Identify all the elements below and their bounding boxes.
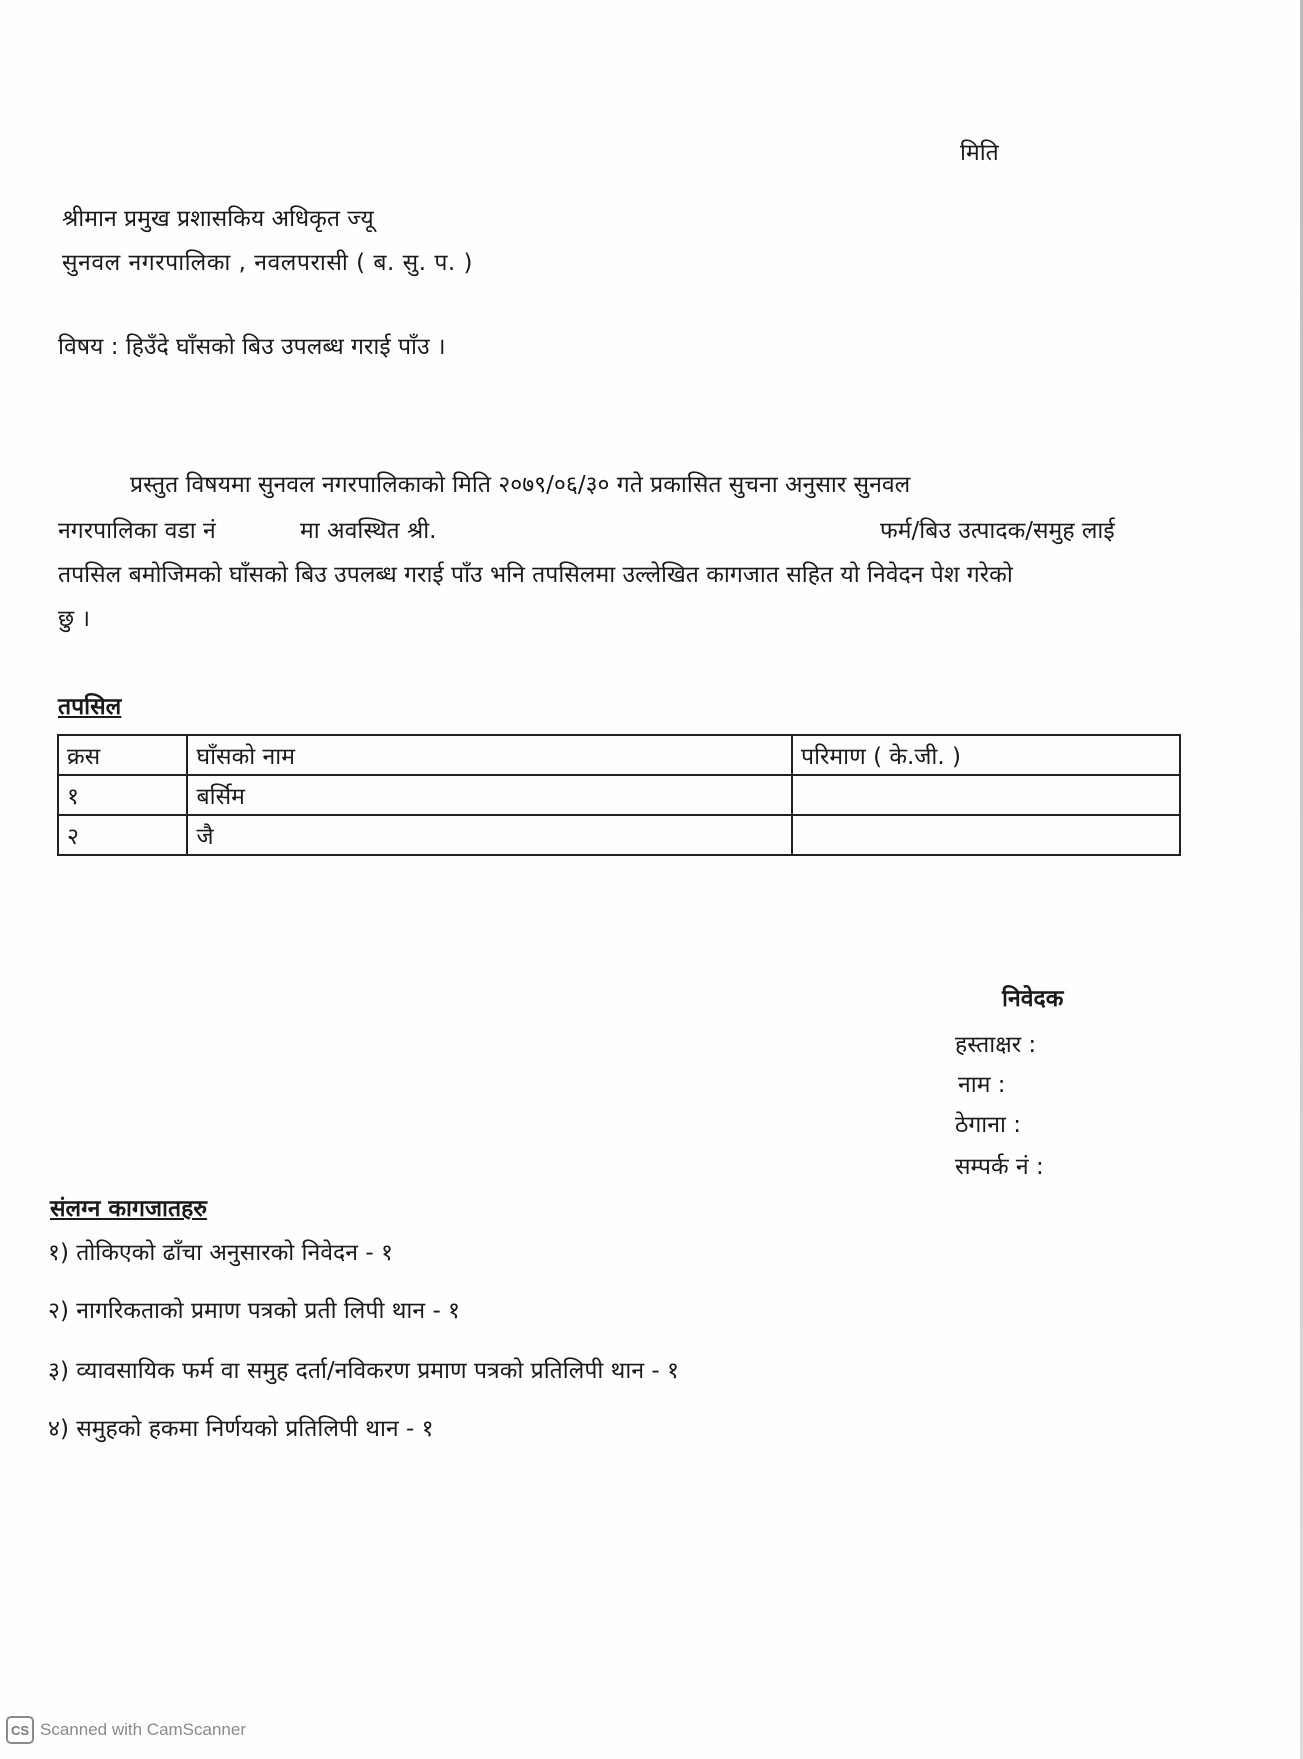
row-quantity xyxy=(792,775,1180,815)
contact-label: सम्पर्क नं : xyxy=(955,1154,1044,1180)
subject-line: विषय : हिउँदे घाँसको बिउ उपलब्ध गराई पाँउ । xyxy=(58,334,446,360)
body-line-2-located: मा अवस्थित श्री. xyxy=(300,518,437,544)
attachment-item: ३) व्यावसायिक फर्म वा समुह दर्ता/नविकरण प्रमाण पत्रको प्रतिलिपी थान - १ xyxy=(48,1358,679,1384)
row-quantity xyxy=(792,815,1180,855)
camscanner-logo-icon: CS xyxy=(6,1716,34,1744)
header-quantity: परिमाण ( के.जी. ) xyxy=(792,735,1180,775)
table-row xyxy=(58,815,1180,855)
body-line-3: तपसिल बमोजिमको घाँसको बिउ उपलब्ध गराई पाँउ भनि तपसिलमा उल्लेखित कागजात सहित यो निवेदन पेश गरेको xyxy=(58,562,1013,588)
attachments-title: संलग्न कागजातहरु xyxy=(50,1196,208,1222)
camscanner-text: Scanned with CamScanner xyxy=(40,1720,247,1739)
row-serial: १ xyxy=(58,775,187,815)
header-grass-name: घाँसको नाम xyxy=(187,735,792,775)
header-serial: क्रस xyxy=(58,735,187,775)
row-grass-name: बर्सिम xyxy=(187,775,792,815)
row-grass-name: जै xyxy=(187,815,792,855)
signature-label: हस्ताक्षर : xyxy=(955,1032,1037,1058)
name-label: नाम : xyxy=(958,1072,1006,1098)
date-label: मिति xyxy=(960,140,999,166)
table-title: तपसिल xyxy=(58,694,122,720)
body-line-2-firm: फर्म/बिउ उत्पादक/समुह लाई xyxy=(880,518,1115,544)
body-line-4: छु । xyxy=(58,606,91,632)
address-label: ठेगाना : xyxy=(955,1112,1022,1138)
body-line-1: प्रस्तुत विषयमा सुनवल नगरपालिकाको मिति २०७९/०६/३० गते प्रकासित सुचना अनुसार सुनवल xyxy=(130,472,911,498)
attachment-item: १) तोकिएको ढाँचा अनुसारको निवेदन - १ xyxy=(48,1240,393,1266)
camscanner-watermark xyxy=(6,1716,246,1744)
applicant-title: निवेदक xyxy=(1002,986,1064,1012)
table-row xyxy=(58,775,1180,815)
body-line-2-ward: नगरपालिका वडा नं xyxy=(58,518,216,544)
row-serial: २ xyxy=(58,815,187,855)
addressee-line-1: श्रीमान प्रमुख प्रशासकिय अधिकृत ज्यू xyxy=(62,206,374,232)
attachment-item: ४) समुहको हकमा निर्णयको प्रतिलिपी थान - १ xyxy=(48,1416,434,1442)
grass-table xyxy=(57,734,1181,856)
table-header-row xyxy=(58,735,1180,775)
addressee-line-2: सुनवल नगरपालिका , नवलपरासी ( ब. सु. प. ) xyxy=(62,250,474,276)
attachment-item: २) नागरिकताको प्रमाण पत्रको प्रती लिपी थान - १ xyxy=(48,1298,461,1324)
